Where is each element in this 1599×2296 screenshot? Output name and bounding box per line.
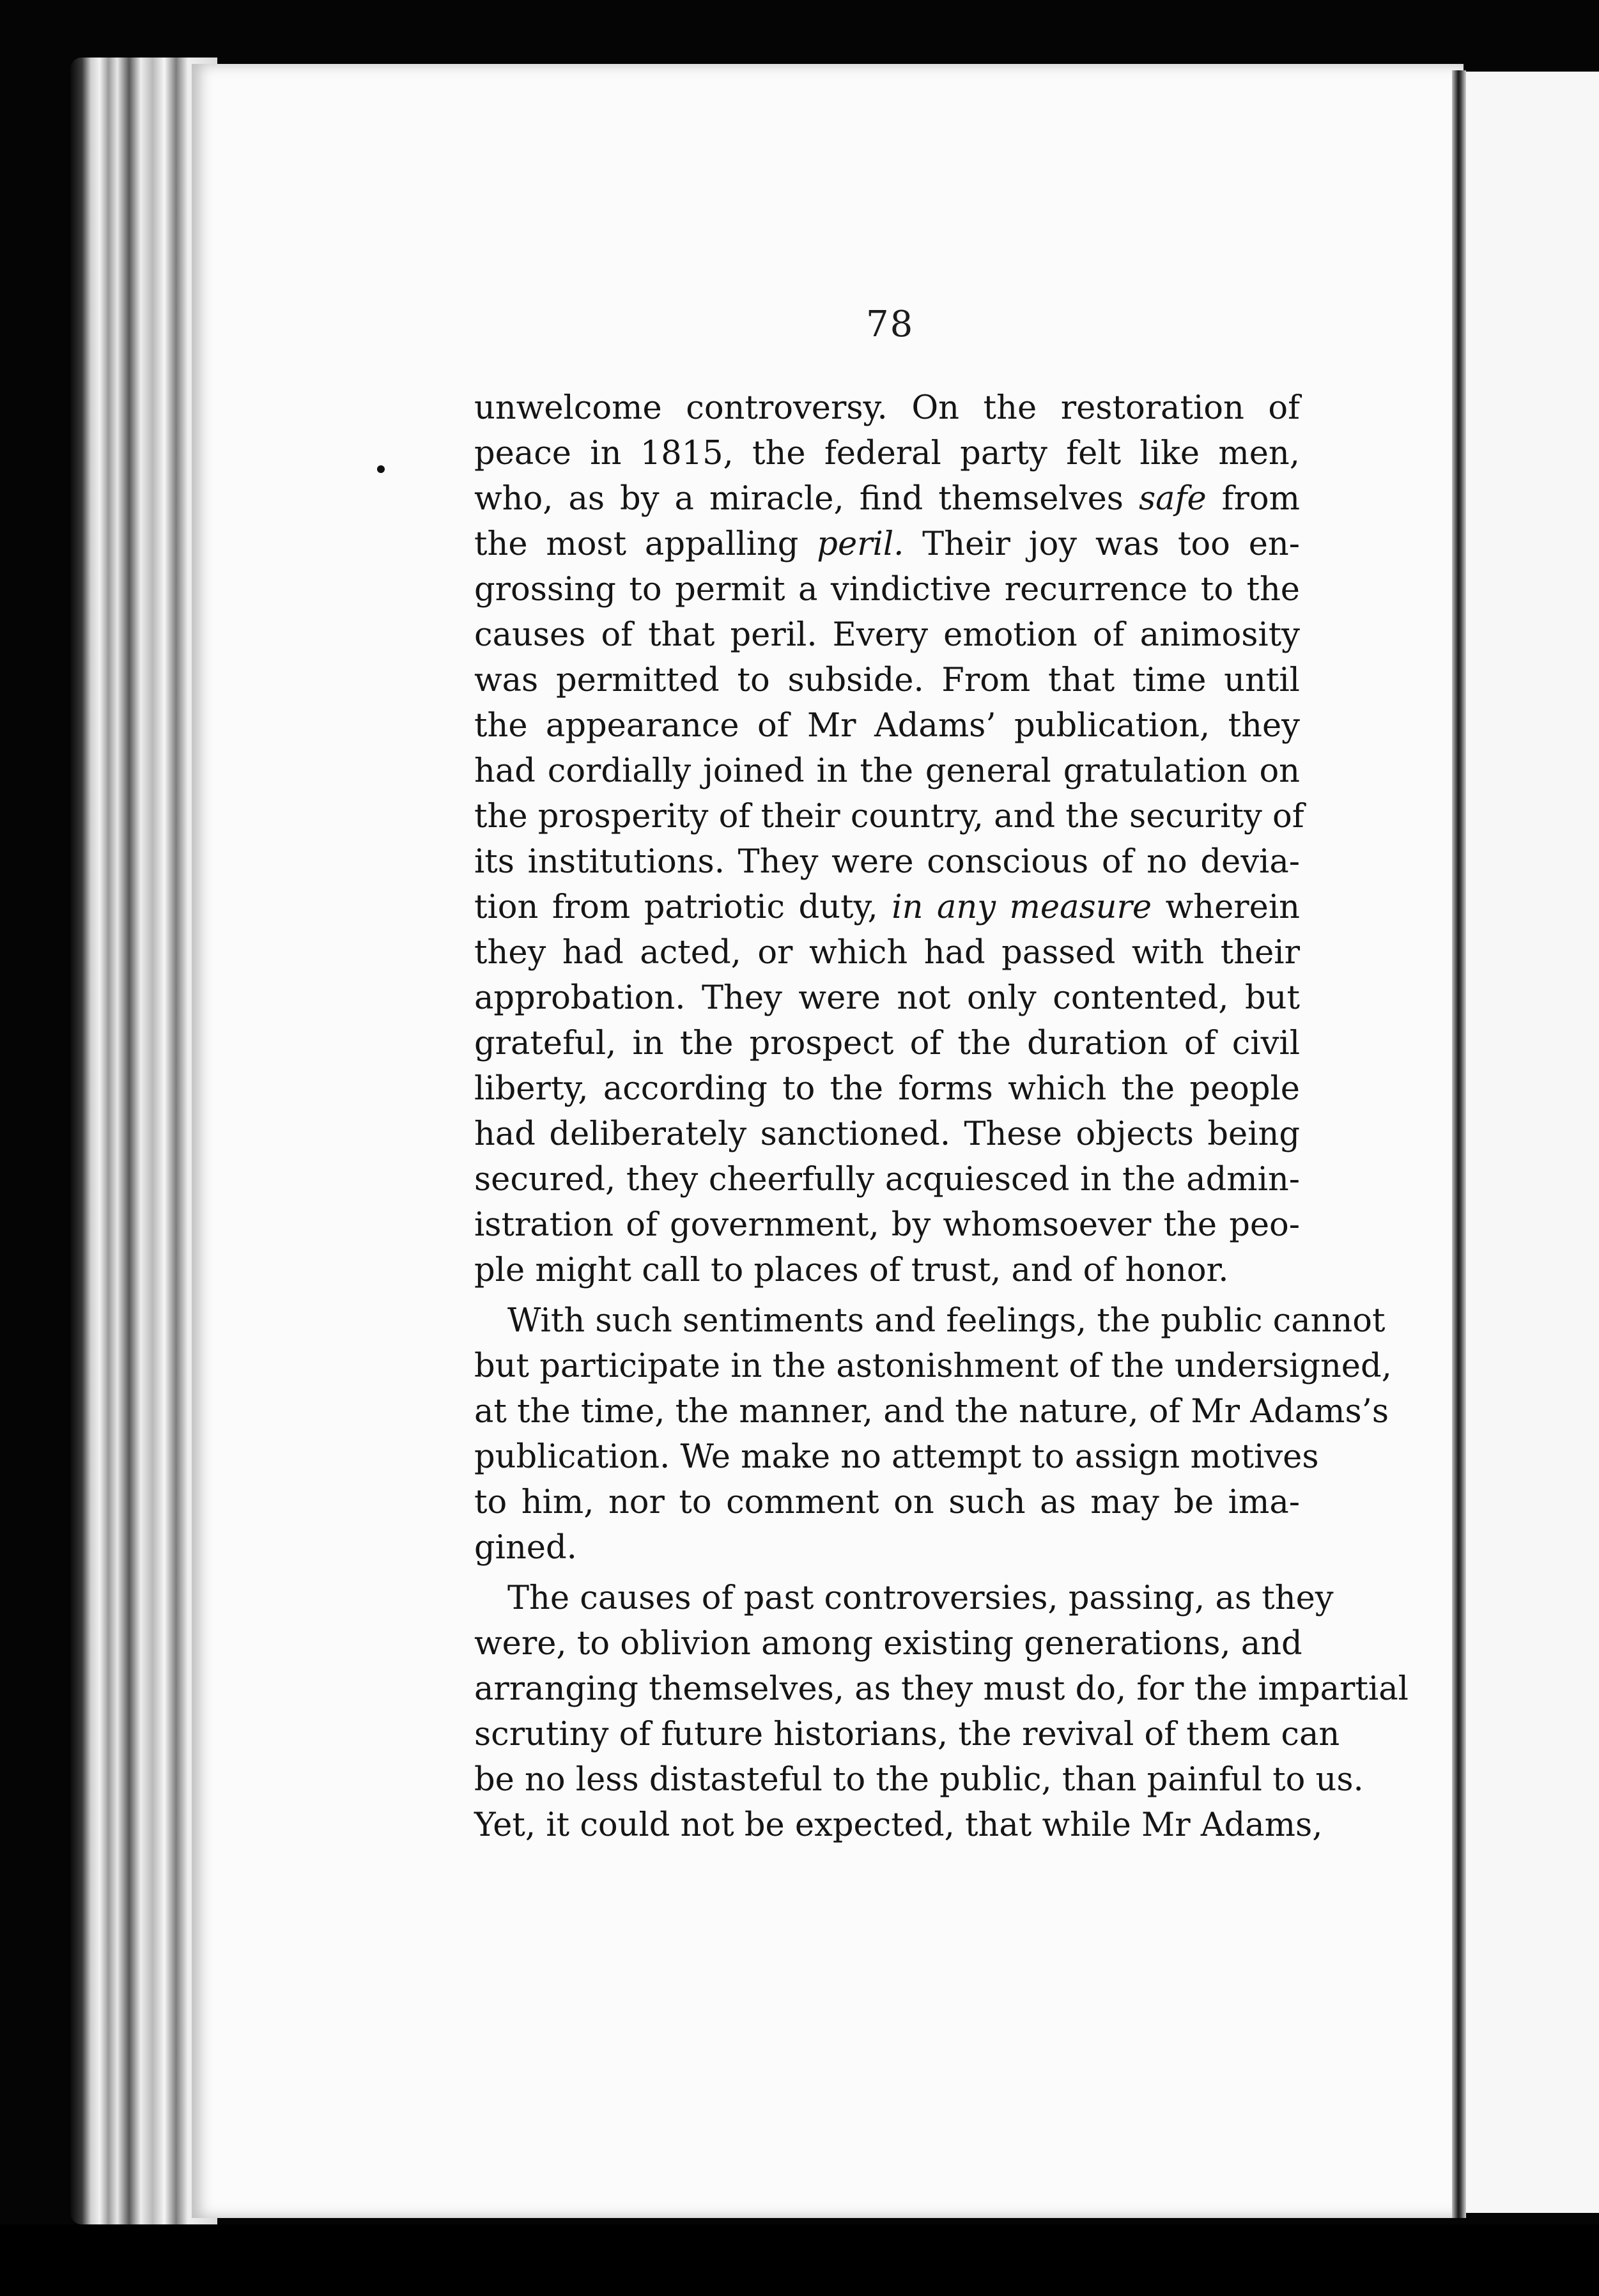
text-run: from xyxy=(1206,480,1300,518)
text-line: causes of that peril. Every emotion of animosity xyxy=(474,616,1300,654)
scan-bottom-border xyxy=(0,2224,1599,2296)
text-line xyxy=(474,885,1300,930)
text-run: who, as by a miracle, find themselves xyxy=(474,480,1139,518)
text-line: was permitted to subside. From that time until xyxy=(474,662,1300,699)
text-line: With such sentiments and feelings, the public cannot xyxy=(507,1302,1386,1340)
text-run: the most appalling xyxy=(474,525,817,563)
text-line: Yet, it could not be expected, that while Mr Adams, xyxy=(474,1806,1323,1844)
text-line: secured, they cheerfully acquiesced in the admin- xyxy=(474,1161,1300,1198)
text-run: tion from patriotic duty, xyxy=(474,888,892,926)
text-line: the appearance of Mr Adams’ publication, they xyxy=(474,707,1300,745)
text-line: had cordially joined in the general gratulation on xyxy=(474,752,1300,790)
book-gutter xyxy=(1452,70,1466,2218)
text-line: gined. xyxy=(474,1529,577,1567)
text-line: to him, nor to comment on such as may be ima- xyxy=(474,1484,1300,1521)
text-line: were, to oblivion among existing generations, and xyxy=(474,1625,1302,1663)
text-line: grateful, in the prospect of the duration of civil xyxy=(474,1025,1300,1062)
text-line: istration of government, by whomsoever the peo- xyxy=(474,1206,1300,1244)
text-line: at the time, the manner, and the nature, of Mr Adams’s xyxy=(474,1393,1389,1431)
text-line: publication. We make no attempt to assign motives xyxy=(474,1438,1319,1476)
text-line: approbation. They were not only contented, but xyxy=(474,979,1300,1017)
text-line xyxy=(474,476,1300,522)
page-number: 78 xyxy=(866,304,915,345)
facing-page-edge xyxy=(1466,72,1599,2213)
text-line: had deliberately sanctioned. These objects being xyxy=(474,1115,1300,1153)
text-line: arranging themselves, as they must do, for the impartial xyxy=(474,1670,1409,1708)
text-run: wherein xyxy=(1152,888,1300,926)
text-line: scrutiny of future historians, the revival of them can xyxy=(474,1716,1340,1753)
text-line: they had acted, or which had passed with their xyxy=(474,934,1300,972)
text-line: liberty, according to the forms which the people xyxy=(474,1070,1300,1108)
italic-word: peril. xyxy=(817,525,904,563)
text-line: unwelcome controversy. On the restoration of xyxy=(474,389,1300,427)
italic-word: safe xyxy=(1139,480,1207,518)
text-line: but participate in the astonishment of the undersigned, xyxy=(474,1347,1392,1385)
margin-mark xyxy=(377,465,385,473)
text-line xyxy=(474,522,1300,567)
text-line: grossing to permit a vindictive recurrence to the xyxy=(474,571,1300,609)
text-line: The causes of past controversies, passing, as they xyxy=(507,1579,1334,1617)
text-line: ple might call to places of trust, and of honor. xyxy=(474,1252,1229,1289)
text-run: Their joy was too en- xyxy=(904,525,1300,563)
text-line: be no less distasteful to the public, than painful to us. xyxy=(474,1761,1364,1799)
text-line: peace in 1815, the federal party felt like men, xyxy=(474,435,1300,472)
text-line: the prosperity of their country, and the security of xyxy=(474,798,1304,835)
italic-phrase: in any measure xyxy=(892,888,1152,926)
body-text xyxy=(474,385,1409,1848)
text-line: its institutions. They were conscious of no devia- xyxy=(474,843,1300,881)
